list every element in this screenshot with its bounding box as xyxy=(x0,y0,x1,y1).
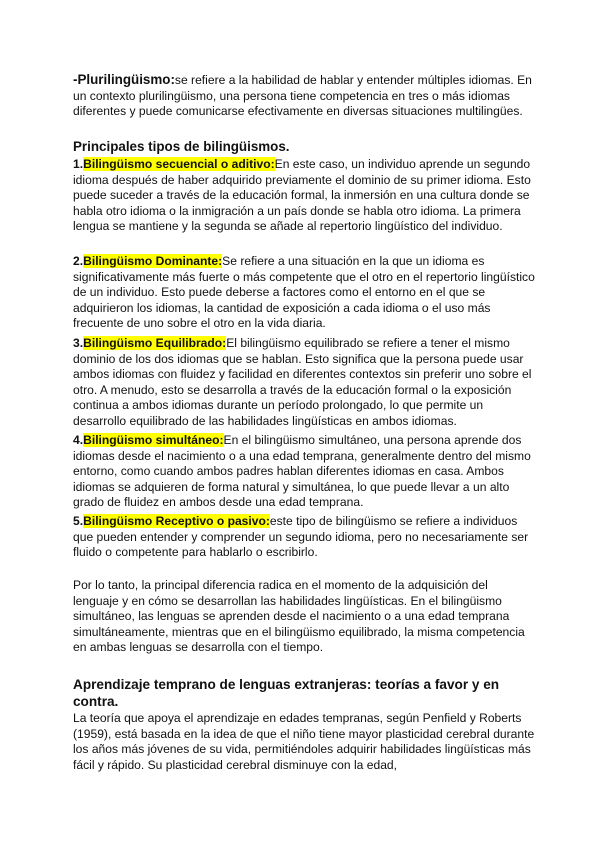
type-item-1 xyxy=(73,157,535,235)
plurilinguismo-paragraph xyxy=(73,72,535,120)
plurilinguismo-text: se refiere a la habilidad de hablar y entender múltiples idiomas. En un contexto plurilingüismo, una persona tiene competencia en tres o más idiomas diferentes y puede comunicarse efectivamente en diversas situaciones multilingües. xyxy=(73,73,532,119)
type-item-3 xyxy=(73,336,535,430)
section2-heading: Aprendizaje temprano de lenguas extranjeras: teorías a favor y en contra. xyxy=(73,677,500,709)
type-text: Se refiere a una situación en la que un idioma es significativamente más fuerte o más competente que el otro en el repertorio lingüístico de un individuo. Esto puede deberse a factores como el entorno en el que se adquirieron los idiomas, la cantidad de exposición a cada idioma o el uso más frecuente de uno sobre el otro en la vida diaria. xyxy=(73,254,535,331)
type-number: 3. xyxy=(73,336,84,350)
type-item-4 xyxy=(73,433,535,511)
type-number: 5. xyxy=(73,514,84,528)
section2-paragraph: La teoría que apoya el aprendizaje en edades tempranas, según Penfield y Roberts (1959), está basada en la idea de que el niño tiene mayor plasticidad cerebral durante los años más jóvenes de su vida, permitiéndoles adquirir habilidades lingüísticas más fácil y rápido. Su plasticidad cerebral disminuye con la edad, xyxy=(73,711,535,772)
type-item-2 xyxy=(73,254,535,332)
type-term-highlight: Bilingüismo simultáneo: xyxy=(83,433,224,447)
type-text: En este caso, un individuo aprende un segundo idioma después de haber adquirido previamente el dominio de su primer idioma. Esto puede suceder a través de la educación formal, la inmersión en una cultura donde se habla otro idioma o la inmigración a un país donde se habla otro idioma. La primera lengua se mantiene y la segunda se añade al repertorio lingüístico del individuo. xyxy=(73,157,531,234)
type-number: 2. xyxy=(73,254,84,268)
type-text: este tipo de bilingüismo se refiere a individuos que pueden entender y comprender un segundo idioma, pero no necesariamente ser fluido o competente para hablarlo o escribirlo. xyxy=(73,514,529,560)
type-number: 4. xyxy=(73,433,84,447)
conclusion-paragraph: Por lo tanto, la principal diferencia radica en el momento de la adquisición del lenguaje y en cómo se desarrollan las habilidades lingüísticas. En el bilingüismo simultáneo, las lenguas se aprenden desde el nacimiento o a una edad temprana simultáneamente, mientras que en el bilingüismo equilibrado, la misma competencia en ambas lenguas se desarrolla con el tiempo. xyxy=(73,578,525,655)
plurilinguismo-term: -Plurilingüismo: xyxy=(73,72,175,87)
type-number: 1. xyxy=(73,157,84,171)
type-text: El bilingüismo equilibrado se refiere a tener el mismo dominio de los dos idiomas que se hablan. Esto significa que la persona puede usar ambos idiomas con fluidez y facilidad en diferentes contextos sin preferir uno sobre el otro. A menudo, esto se desarrolla a través de la educación formal o la exposición continua a ambos idiomas durante un período prolongado, lo que permite un desarrollo equilibrado de las habilidades lingüísticas en ambos idiomas. xyxy=(73,336,532,428)
type-term-highlight: Bilingüismo Receptivo o pasivo: xyxy=(83,514,270,528)
type-item-5 xyxy=(73,514,535,561)
type-term-highlight: Bilingüismo Dominante: xyxy=(83,254,223,268)
type-term-highlight: Bilingüismo secuencial o aditivo: xyxy=(83,157,275,171)
types-heading: Principales tipos de bilingüismos. xyxy=(73,139,290,154)
type-term-highlight: Bilingüismo Equilibrado: xyxy=(83,336,227,350)
type-text: En el bilingüismo simultáneo, una persona aprende dos idiomas desde el nacimiento o a una edad temprana, generalmente dentro del mismo entorno, como cuando ambos padres hablan diferentes idiomas en casa. Ambos idiomas se adquieren de forma natural y simultánea, lo que puede llevar a un alto grado de fluidez en ambos desde una edad temprana. xyxy=(73,433,531,510)
